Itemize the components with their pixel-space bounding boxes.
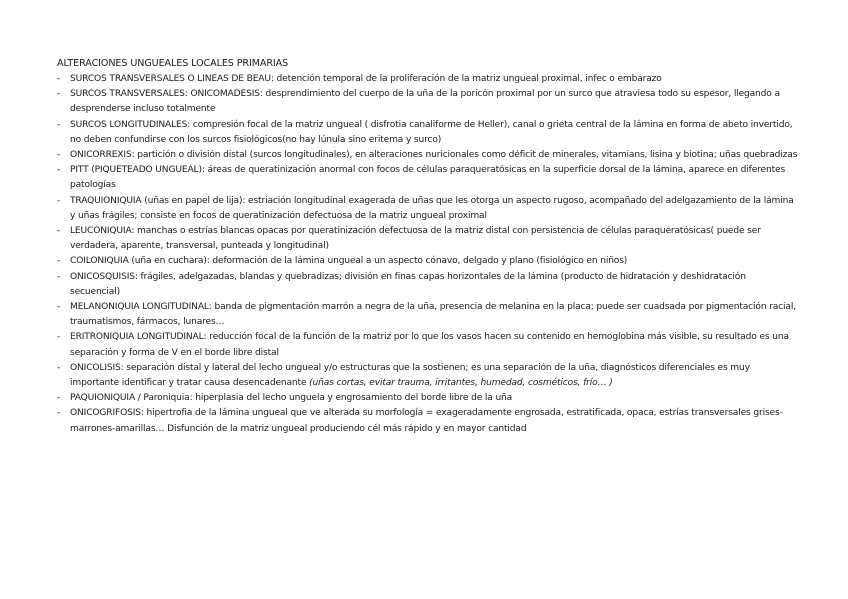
bullet-dash: - <box>57 256 61 267</box>
list-item <box>57 361 798 391</box>
item-text: LEUCONIQUIA: manchas o estrías blancas opacas por queratinización defectuosa de la matriz distal con persistencia de células paraqueratósicas( puede ser verdadera, aparente, transversal, punteada y longitudinal) <box>70 226 761 252</box>
document-title: ALTERACIONES UNGUEALES LOCALES PRIMARIAS <box>57 58 289 69</box>
bullet-dash: - <box>57 226 61 237</box>
item-text: PAQUIONIQUIA / Paroniquia: hiperplasia del lecho unguela y engrosamiento del borde libre de la uña <box>70 393 513 404</box>
list-item <box>57 163 798 193</box>
bullet-dash: - <box>57 195 61 206</box>
list-item <box>57 330 798 360</box>
list-item <box>57 391 798 406</box>
item-text: ONICOGRIFOSIS: hipertrofia de la lámina ungueal que ve alterada su morfología = exageradamente engrosada, estratificada, opaca, estrías transversales grises-marrones-amarillas… Disfunción de la matriz ungueal produciendo cél más rápido y en mayor cantidad <box>70 408 783 434</box>
list-item <box>57 406 798 436</box>
item-text: ONICORREXIS: partición o división distal (surcos longitudinales), en alteraciones nuricionales como déficit de minerales, vitamians, lisina y biotina; uñas quebradizas <box>70 150 798 161</box>
bullet-dash: - <box>57 408 61 419</box>
list-item <box>57 224 798 254</box>
list-item <box>57 194 798 224</box>
list-item <box>57 148 798 163</box>
item-text: SURCOS TRANSVERSALES: ONICOMADESIS: desprendimiento del cuerpo de la uña de la poricón proximal por un surco que atraviesa todo su espesor, llegando a desprenderse incluso totalmente <box>70 89 780 115</box>
item-text: SURCOS LONGITUDINALES: compresión focal de la matriz ungueal ( disfrotia canaliforme de Heller), canal o grieta central de la lámina en forma de abeto invertido, no deben confundirse con los surcos fisiológicos(no hay lúnula sino eritema y surco) <box>70 119 793 145</box>
list-item <box>57 254 798 269</box>
list-item <box>57 270 798 300</box>
item-text: ERITRONIQUIA LONGITUDINAL: reducción focal de la función de la matriz por lo que los vasos hacen su contenido en hemoglobina más visible, su resultado es una separación y forma de V en el borde libre distal <box>70 332 789 358</box>
item-text: MELANONIQUIA LONGITUDINAL: banda de pigmentación marrón a negra de la uña, presencia de melanina en la placa; puede ser cuadsada por pigmentación racial, traumatismos, fármacos, lunares… <box>70 302 796 328</box>
item-text: TRAQUIONIQUIA (uñas en papel de lija): estriación longitudinal exagerada de uñas que les otorga un aspecto rugoso, acompañado del adelgazamiento de la lámina y uñas frágiles; consiste en focos de queratinización defectuosa de la matriz ungueal proximal <box>70 195 794 221</box>
bullet-dash: - <box>57 362 61 373</box>
item-italic-note: (uñas cortas, evitar trauma, irritantes, humedad, cosméticos, frío… ) <box>309 378 613 389</box>
list-item <box>57 87 798 117</box>
bullet-dash: - <box>57 165 61 176</box>
bullet-dash: - <box>57 271 61 282</box>
item-text: ONICOLISIS: separación distal y lateral del lecho ungueal y/o estructuras que la sostienen; es una separación de la uña, diagnósticos diferenciales es muy importante identificar y tratar causa desencadenante <box>70 362 750 389</box>
bullet-dash: - <box>57 150 61 161</box>
bullet-dash: - <box>57 332 61 343</box>
bullet-dash: - <box>57 89 61 100</box>
bullet-dash: - <box>57 74 61 84</box>
bullet-dash: - <box>57 119 61 130</box>
list-item <box>57 300 798 330</box>
list-item <box>57 72 798 87</box>
list-item <box>57 118 798 148</box>
bullet-dash: - <box>57 302 61 313</box>
item-text: PITT (PIQUETEADO UNGUEAL): áreas de queratinización anormal con focos de células paraqueratósicas en la superficie dorsal de la lámina, aparece en diferentes patologías <box>70 165 786 191</box>
item-text: ONICOSQUISIS: frágiles, adelgazadas, blandas y quebradizas; división en finas capas horizontales de la lámina (producto de hidratación y deshidratación secuencial) <box>70 271 746 297</box>
bullet-dash: - <box>57 393 61 404</box>
item-text: SURCOS TRANSVERSALES O LINEAS DE BEAU: detención temporal de la proliferación de la matriz ungueal proximal, infec o embarazo <box>70 74 662 84</box>
item-text: COILONIQUIA (uña en cuchara): deformación de la lámina ungueal a un aspecto cónavo, delgado y plano (fisiológico en niños) <box>70 256 628 267</box>
alteration-list <box>57 72 798 437</box>
